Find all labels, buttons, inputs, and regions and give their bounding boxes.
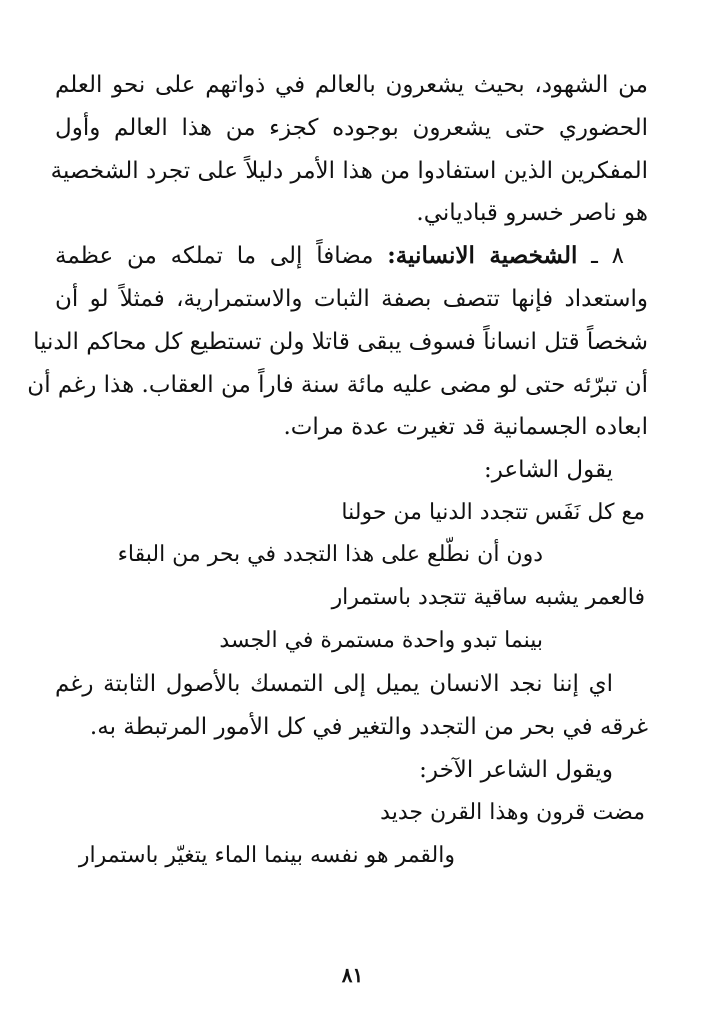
poet1-verse-2: دون أن نطّلع على هذا التجدد في بحر من البقاء	[117, 542, 543, 567]
section8-line-3: شخصاً قتل انساناً فسوف يبقى قاتلا ولن تستطيع كل محاكم الدنيا	[33, 329, 648, 355]
paragraph1-line-1: من الشهود، بحيث يشعرون بالعالم في ذواتهم على نحو العلم	[55, 72, 648, 98]
section8-number: ٨ ـ	[591, 243, 625, 269]
section8-first-line	[55, 241, 648, 271]
poet1-verse-3: فالعمر يشبه ساقية تتجدد باستمرار	[331, 585, 645, 610]
section8-line-4: أن تبرّئه حتى لو مضى عليه مائة سنة فاراً من العقاب. هذا رغم أن	[27, 372, 648, 398]
poet1-intro: يقول الشاعر:	[483, 457, 613, 483]
paragraph1-line-2: الحضوري حتى يشعرون بوجوده كجزء من هذا العالم وأول	[55, 115, 648, 141]
section8-first-line-rest: مضافاً إلى ما تملكه من عظمة	[55, 243, 374, 269]
poet1-verse-1: مع كل نَفَس تتجدد الدنيا من حولنا	[341, 500, 645, 525]
page-number: ٨١	[341, 963, 364, 987]
section8-heading: الشخصية الانسانية:	[387, 242, 578, 269]
paragraph2-line-2: غرقه في بحر من التجدد والتغير في كل الأمور المرتبطة به.	[89, 714, 648, 740]
poet2-verse-1: مضت قرون وهذا القرن جديد	[380, 800, 645, 825]
paragraph2-line-1: اي إننا نجد الانسان يميل إلى التمسك بالأصول الثابتة رغم	[55, 671, 613, 697]
poet2-verse-2: والقمر هو نفسه بينما الماء يتغيّر باستمرار	[78, 843, 455, 868]
poet1-verse-4: بينما تبدو واحدة مستمرة في الجسد	[219, 628, 543, 653]
section8-line-2: واستعداد فإنها تتصف بصفة الثبات والاستمرارية، فمثلاً لو أن	[55, 286, 648, 312]
paragraph1-line-3: المفكرين الذين استفادوا من هذا الأمر دليلاً على تجرد الشخصية	[50, 158, 648, 184]
section8-line-5: ابعاده الجسمانية قد تغيرت عدة مرات.	[283, 414, 648, 440]
poet2-intro: ويقول الشاعر الآخر:	[419, 757, 613, 783]
paragraph1-line-4: هو ناصر خسرو قبادياني.	[416, 200, 648, 226]
